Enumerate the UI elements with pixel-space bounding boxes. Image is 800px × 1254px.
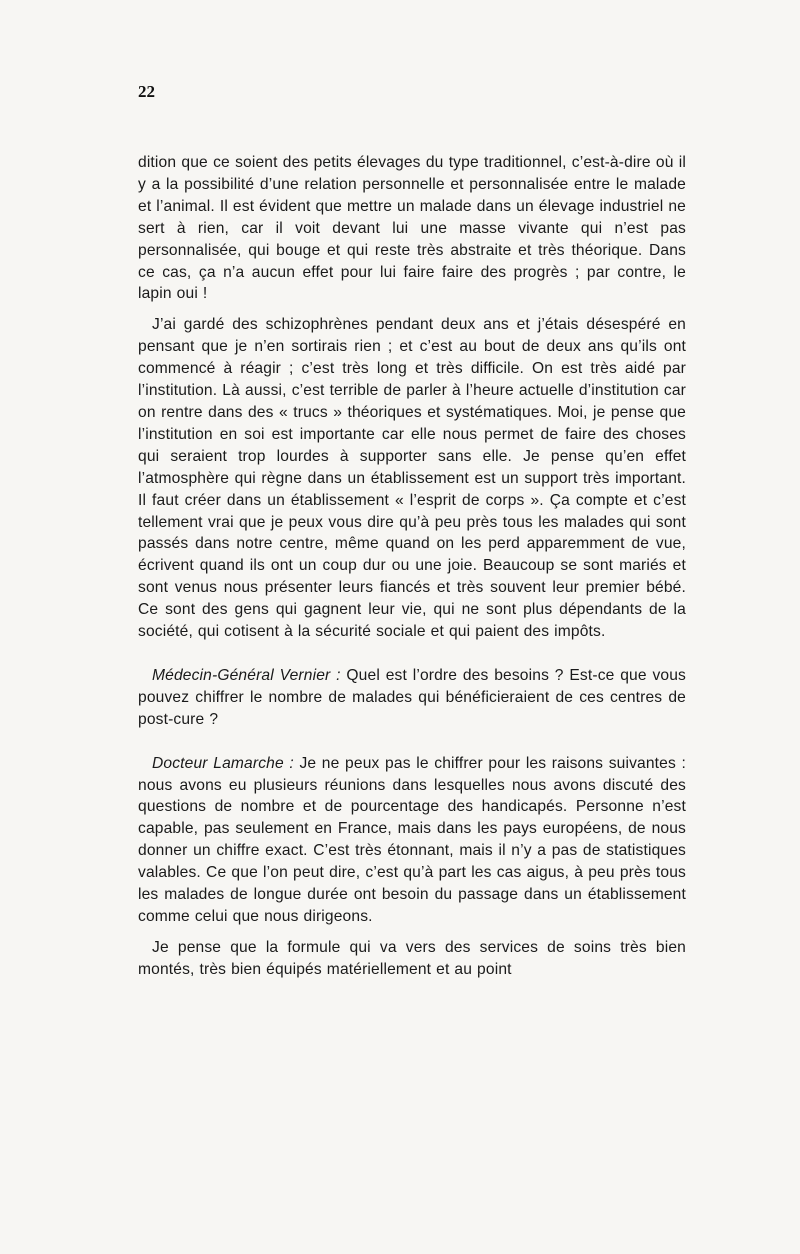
- paragraph: [138, 152, 686, 305]
- paragraph-text: Je pense que la formule qui va vers des services de soins très bien montés, très bien équipés matériellement et au point: [138, 938, 686, 978]
- dialogue-paragraph: [138, 665, 686, 731]
- page-number: 22: [138, 82, 155, 101]
- dialogue-paragraph: [138, 753, 686, 928]
- paragraph: [138, 314, 686, 643]
- paragraph: [138, 937, 686, 981]
- paragraph-text: Je ne peux pas le chiffrer pour les raisons suivantes : nous avons eu plusieurs réunions dans lesquelles nous avons discuté des questions de nombre et de pourcentage des handicapés. Personne n’est capable, pas seulement en France, mais dans les pays européens, de nous donner un chiffre exact. C’est très étonnant, mais il n’y a pas de statistiques valables. Ce que l’on peut dire, c’est qu’à part les cas aigus, à peu près tous les malades de longue durée ont besoin du passage dans un établissement comme celui que nous dirigeons.: [138, 754, 687, 925]
- speaker-name: Médecin-Général Vernier :: [152, 666, 341, 684]
- speaker-name: Docteur Lamarche :: [152, 754, 294, 772]
- paragraph-text: J’ai gardé des schizophrènes pendant deux ans et j’étais désespéré en pensant que je n’en sortirais rien ; et c’est au bout de deux ans qu’ils ont commencé à réagir ; c’est très long et très difficile. On est très aidé par l’institution. Là aussi, c’est terrible de parler à l’heure actuelle d’institution car on rentre dans des « trucs » théoriques et systématiques. Moi, je pense que l’institution en soi est importante car elle nous permet de faire des choses qui seraient trop lourdes à supporter sans elle. Je pense qu’en effet l’atmosphère qui règne dans un établissement est un support très important. Il faut créer dans un établissement « l’esprit de corps ». Ça compte et c’est tellement vrai que je peux vous dire qu’à peu près tous les malades qui sont passés dans notre centre, même quand on les perd apparemment de vue, écrivent quand ils ont un coup dur ou une joie. Beaucoup se sont mariés et sont venus nous présenter leurs fiancés et très souvent leur premier bébé. Ce sont des gens qui gagnent leur vie, qui ne sont plus dépendants de la société, qui cotisent à la sécurité sociale et qui paient des impôts.: [138, 316, 686, 641]
- paragraph-text: dition que ce soient des petits élevages du type traditionnel, c’est-à-dire où il y a la possibilité d’une relation personnelle et personnalisée entre le malade et l’animal. Il est évident que mettre un malade dans un élevage industriel ne sert à rien, car il voit devant lui une masse vivante qui n’est pas personnalisée, qui bouge et qui reste très abstraite et très théorique. Dans ce cas, ça n’a aucun effet pour lui faire faire des progrès ; par contre, le lapin oui !: [138, 154, 686, 303]
- paragraph-text: Quel est l’ordre des besoins ? Est-ce que vous pouvez chiffrer le nombre de malades qui bénéficieraient de ces centres de post-cure ?: [138, 666, 686, 728]
- body-text: [138, 152, 686, 981]
